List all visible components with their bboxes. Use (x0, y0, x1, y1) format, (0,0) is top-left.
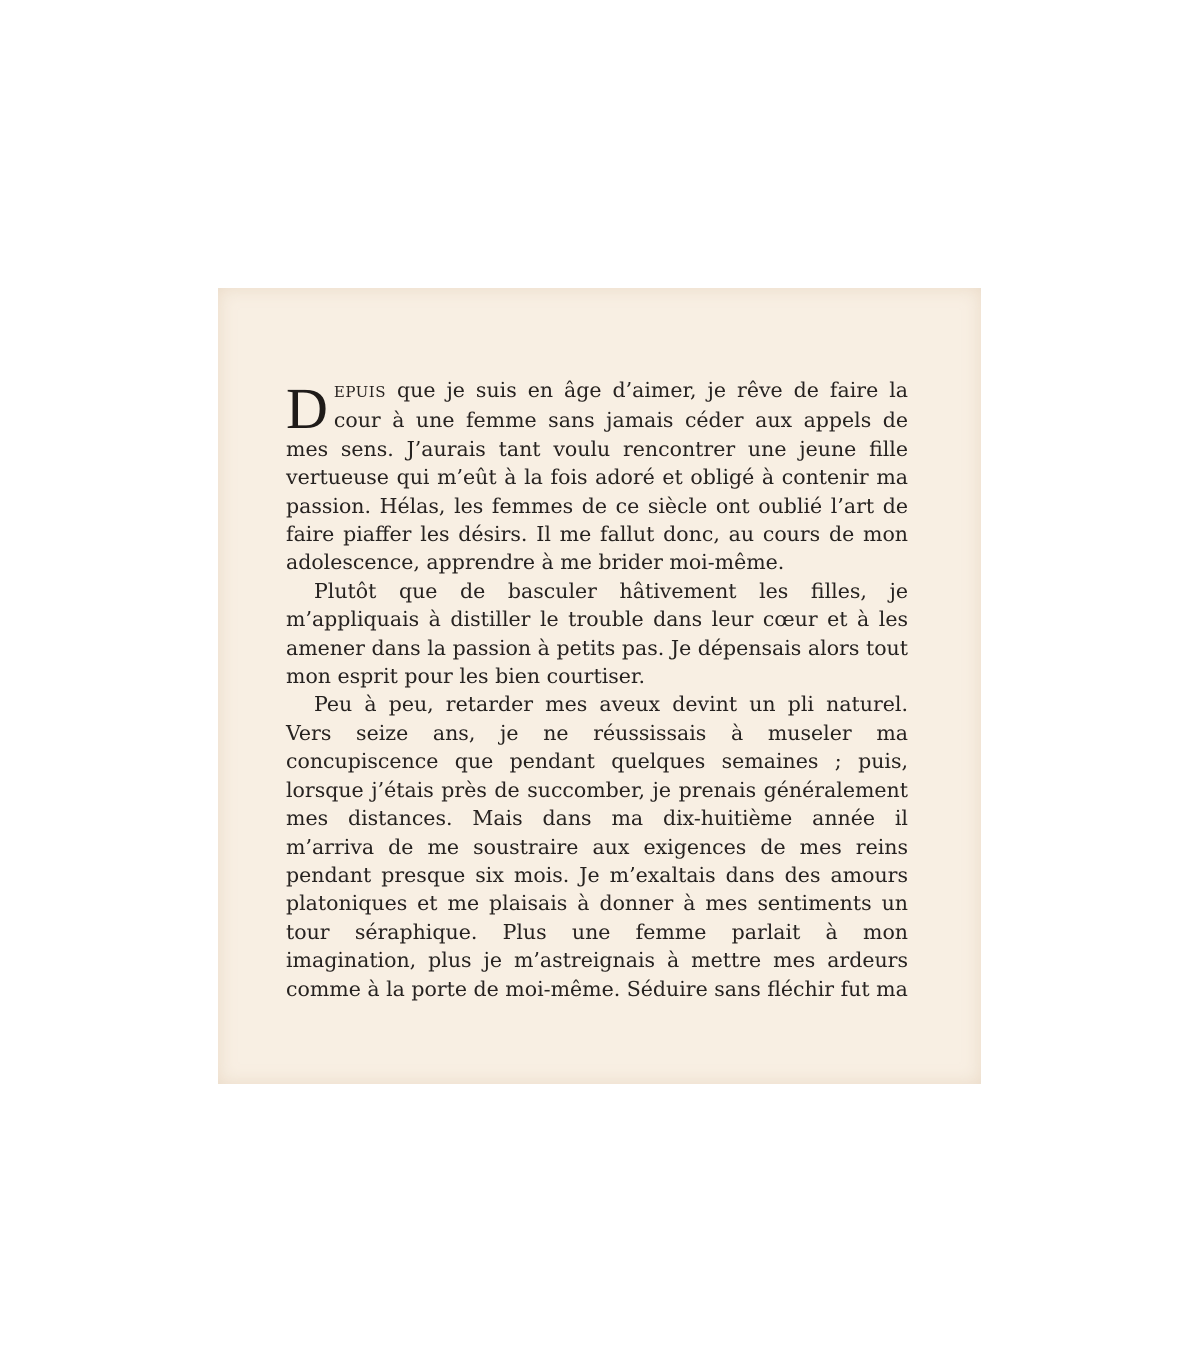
paragraph-1-text: que je suis en âge d’aimer, je rêve de faire la cour à une femme sans jamais céder aux appels de mes sens. J’aurais tant voulu rencontrer une jeune fille vertueuse qui m’eût à la fois adoré et obligé à contenir ma passion. Hélas, les femmes de ce siècle ont oublié l’art de faire piaffer les désirs. Il me fallut donc, au cours de mon adolescence, apprendre à me brider moi-même. (286, 378, 908, 575)
first-word-small-caps: EPUIS (333, 383, 387, 401)
drop-cap-letter: D (286, 376, 328, 441)
paragraph-2: Plutôt que de basculer hâtivement les filles, je m’appliquais à distiller le trouble dans leur cœur et à les amener dans la passion à petits pas. Je dépensais alors tout mon esprit pour les bien courtiser. (286, 578, 908, 689)
paragraph-3: Peu à peu, retarder mes aveux devint un pli naturel. Vers seize ans, je ne réussissais à museler ma concupiscence que pendant quelques semaines ; puis, lorsque j’étais près de succomber, je prenais généralement mes distances. Mais dans ma dix-huitième année il m’arriva de me soustraire aux exigences de mes reins pendant presque six mois. Je m’exaltais dans des amours platoniques et me plaisais à donner à mes sentiments un tour séraphique. Plus une femme parlait à mon imagination, plus je m’astreignais à mettre mes ardeurs comme à la porte de moi-même. Séduire sans fléchir fut ma (286, 692, 908, 1001)
scanned-book-page (218, 288, 981, 1084)
paragraph-1 (286, 376, 908, 577)
body-text (286, 376, 908, 1003)
